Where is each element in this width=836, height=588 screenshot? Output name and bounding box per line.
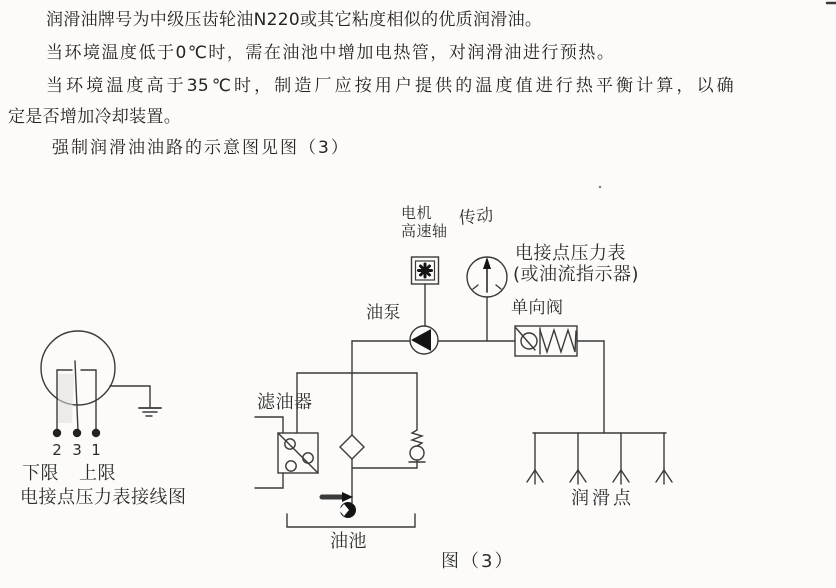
lube-points-label: 润滑点 xyxy=(571,488,634,509)
wiring-diagram-caption: 电接点压力表接线图 xyxy=(20,487,187,508)
pressure-gauge-label-line2: (或油流指示器) xyxy=(513,264,640,285)
relief-valve-symbol xyxy=(409,373,425,468)
body-paragraph-5: 强制润滑油油路的示意图见图（3） xyxy=(52,138,350,158)
oil-pump-symbol xyxy=(410,326,438,354)
figure-caption: 图（3） xyxy=(441,551,515,572)
oil-sump-label: 油池 xyxy=(330,531,367,552)
body-paragraph-3: 当环境温度高于35℃时，制造厂应按用户提供的温度值进行热平衡计算，以确 xyxy=(46,76,734,96)
motor-label-line1: 电机 xyxy=(401,204,433,222)
ground-symbol xyxy=(110,386,161,416)
oil-filter-symbol xyxy=(255,417,318,488)
oil-filter-label: 滤油器 xyxy=(257,392,313,413)
drive-label: 传动 xyxy=(457,205,495,229)
terminal-label-2: 2 xyxy=(52,441,62,459)
piping-lines xyxy=(297,341,604,503)
body-paragraph-1: 润滑油牌号为中级压齿轮油N220或其它粘度相似的优质润滑油。 xyxy=(46,10,543,30)
pressure-gauge-label-line1: 电接点压力表 xyxy=(515,243,626,264)
check-valve-label: 单向阀 xyxy=(511,298,564,318)
scan-speck xyxy=(599,186,601,188)
lube-points-symbol xyxy=(527,433,672,484)
check-valve-symbol xyxy=(515,326,577,356)
body-paragraph-2: 当环境温度低于0℃时，需在油池中增加电热管，对润滑油进行预热。 xyxy=(46,43,616,63)
motor-symbol xyxy=(412,257,439,326)
upper-limit-label: 上限 xyxy=(79,463,116,484)
terminal-label-3: 3 xyxy=(72,441,82,459)
lower-limit-label: 下限 xyxy=(22,463,59,484)
flow-indicator-symbol xyxy=(467,257,507,341)
terminal-label-1: 1 xyxy=(91,441,101,459)
foot-valve-symbol xyxy=(322,492,356,518)
wiring-gauge-symbol xyxy=(41,331,115,437)
oil-pump-label: 油泵 xyxy=(366,303,401,323)
motor-label-line2: 高速轴 xyxy=(401,222,448,240)
strainer-diamond-symbol xyxy=(340,435,364,459)
body-paragraph-4: 定是否增加冷却装置。 xyxy=(8,107,181,127)
